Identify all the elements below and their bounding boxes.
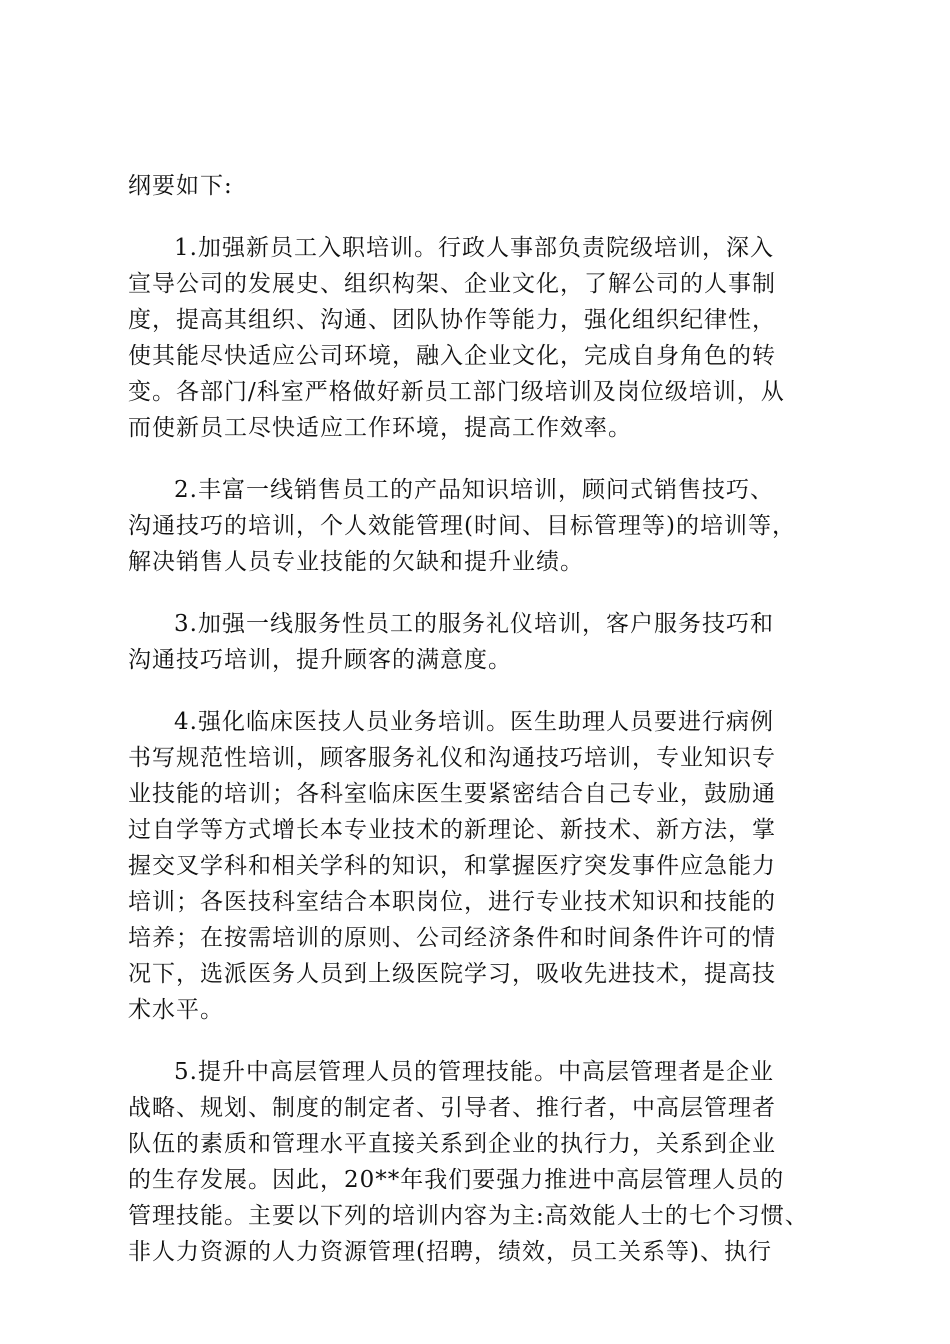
- paragraph-line: 沟通技巧的培训，个人效能管理(时间、目标管理等)的培训等，: [128, 513, 796, 539]
- paragraph-line: 5.提升中高层管理人员的管理技能。中高层管理者是企业: [174, 1059, 774, 1085]
- paragraph-line: 1.加强新员工入职培训。行政人事部负责院级培训，深入: [174, 235, 774, 261]
- document-body: [128, 168, 828, 1270]
- paragraph-line: 书写规范性培训，顾客服务礼仪和沟通技巧培训，专业知识专: [128, 745, 776, 771]
- paragraph-line: 非人力资源的人力资源管理(招聘，绩效，员工关系等)、执行: [128, 1239, 772, 1265]
- paragraph-line: 而使新员工尽快适应工作环境，提高工作效率。: [128, 415, 632, 441]
- paragraph-line: 宣导公司的发展史、组织构架、企业文化，了解公司的人事制: [128, 271, 776, 297]
- paragraph-line: 管理技能。主要以下列的培训内容为主:高效能人士的七个习惯、: [128, 1203, 809, 1229]
- paragraph-line: 解决销售人员专业技能的欠缺和提升业绩。: [128, 549, 584, 575]
- paragraph-4: [128, 704, 828, 1028]
- paragraph-line: 业技能的培训；各科室临床医生要紧密结合自己专业，鼓励通: [128, 781, 776, 807]
- paragraph-line: 术水平。: [128, 997, 224, 1023]
- paragraph-2: [128, 472, 828, 580]
- paragraph-line: 变。各部门/科室严格做好新员工部门级培训及岗位级培训，从: [128, 379, 785, 405]
- paragraph-1: [128, 230, 828, 446]
- paragraph-5: [128, 1054, 828, 1270]
- intro-line: 纲要如下:: [128, 173, 233, 199]
- paragraph-line: 培养；在按需培训的原则、公司经济条件和时间条件许可的情: [128, 925, 776, 951]
- paragraph-3: [128, 606, 828, 678]
- paragraph-line: 况下，选派医务人员到上级医院学习，吸收先进技术，提高技: [128, 961, 776, 987]
- paragraph-line: 队伍的素质和管理水平直接关系到企业的执行力，关系到企业: [128, 1131, 776, 1157]
- paragraph-line: 度，提高其组织、沟通、团队协作等能力，强化组织纪律性，: [128, 307, 776, 333]
- paragraph-line: 的生存发展。因此，20**年我们要强力推进中高层管理人员的: [128, 1167, 785, 1193]
- paragraph-line: 过自学等方式增长本专业技术的新理论、新技术、新方法，掌: [128, 817, 776, 843]
- paragraph-line: 3.加强一线服务性员工的服务礼仪培训，客户服务技巧和: [174, 611, 774, 637]
- paragraph-line: 2.丰富一线销售员工的产品知识培训，顾问式销售技巧、: [174, 477, 774, 503]
- paragraph-line: 使其能尽快适应公司环境，融入企业文化，完成自身角色的转: [128, 343, 776, 369]
- paragraph-line: 战略、规划、制度的制定者、引导者、推行者，中高层管理者: [128, 1095, 776, 1121]
- paragraph-line: 沟通技巧培训，提升顾客的满意度。: [128, 647, 512, 673]
- paragraph-line: 培训；各医技科室结合本职岗位，进行专业技术知识和技能的: [128, 889, 776, 915]
- paragraph-line: 握交叉学科和相关学科的知识，和掌握医疗突发事件应急能力: [128, 853, 776, 879]
- paragraph-line: 4.强化临床医技人员业务培训。医生助理人员要进行病例: [174, 709, 774, 735]
